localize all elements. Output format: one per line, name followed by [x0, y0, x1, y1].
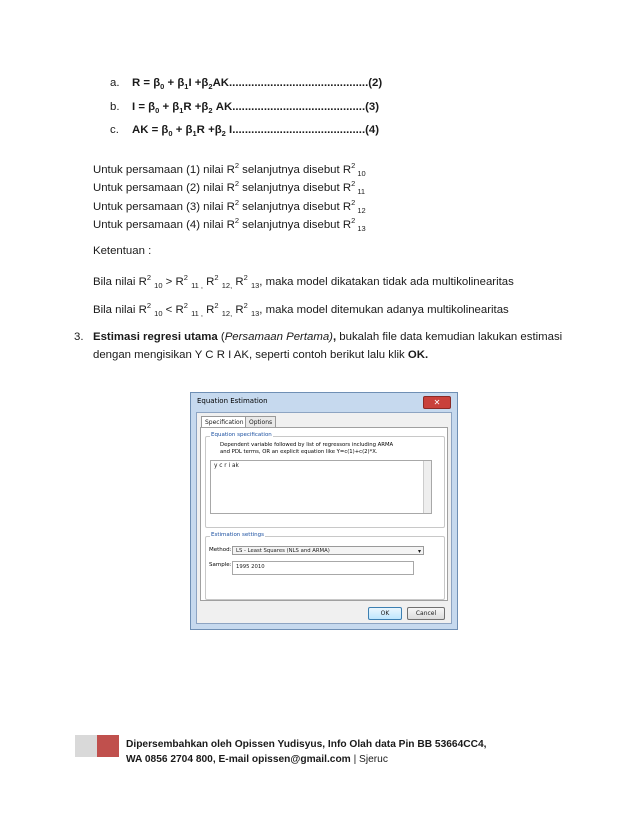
method-select[interactable]	[232, 546, 424, 555]
footer-line-1: Dipersembahkan oleh Opissen Yudisyus, Info Olah data Pin BB 53664CC4,	[126, 739, 487, 750]
equation-a: a. $R = \beta_0 + \beta_1I +\beta_2AK............................................(2)$	[110, 77, 383, 91]
r2-line-2: Untuk persamaan (2) nilai $R^2$ selanjutnya disebut $R^2$ $_{11}$	[93, 179, 366, 196]
equation-c: c. AK = $\beta_0 + \beta_1R +\beta_2$ I..........................................(4)	[110, 124, 380, 138]
sample-input[interactable]	[232, 561, 414, 575]
dialog-body	[196, 412, 452, 624]
equation-specification-label: Equation specification	[211, 432, 272, 438]
sample-value: 1995 2010	[236, 564, 265, 570]
footer-gray-block	[75, 735, 97, 757]
rule-2: Bila nilai $R^2$ $_{10} < R^2$ $_{11 ,}$ $R^2$ $_{12,}$ $R^2$ $_{13}$, maka model ditemukan adanya multikolinearitas	[93, 301, 509, 318]
method-value: LS - Least Squares (NLS and ARMA)	[236, 548, 330, 554]
sample-label: Sample:	[209, 562, 232, 568]
close-icon[interactable]: ✕	[423, 396, 451, 409]
dialog-title: Equation Estimation	[197, 397, 268, 405]
specification-panel	[200, 427, 448, 601]
equation-b: b. $I = \beta_0 + \beta_1R +\beta_2$ AK..........................................(3)	[110, 101, 380, 115]
equation-estimation-dialog	[190, 392, 458, 630]
equation-spec-value: y c r i ak	[214, 463, 239, 469]
rule-1: Bila nilai $R^2$ $_{10} > R^2$ $_{11 ,}$ $R^2$ $_{12,}$ $R^2$ $_{13}$, maka model dikatakan tidak ada multikolinearitas	[93, 273, 514, 290]
step-3-line-1: 3. Estimasi regresi utama (Persamaan Pertama), bukalah file data kemudian lakukan estimasi	[74, 331, 563, 343]
tab-options[interactable]: Options	[245, 416, 276, 428]
tab-specification[interactable]: Specification	[201, 416, 248, 428]
spec-description-1: Dependent variable followed by list of regressors including ARMA	[220, 442, 394, 448]
footer-line-2	[126, 753, 388, 766]
r2-line-1: Untuk persamaan (1) nilai $R^2$ selanjutnya disebut $R^2$ $_{10}$	[93, 161, 366, 178]
ok-button[interactable]: OK	[368, 607, 402, 620]
spec-description-2: and PDL terms, OR an explicit equation like Y=c(1)+c(2)*X.	[220, 449, 378, 455]
equation-specification-group	[205, 432, 445, 528]
scrollbar[interactable]	[423, 461, 431, 513]
estimation-settings-label: Estimation settings	[211, 532, 264, 538]
chevron-down-icon: ▾	[417, 548, 421, 555]
footer-suffix: | Sjeruc	[350, 754, 388, 765]
r2-line-4: Untuk persamaan (4) nilai $R^2$ selanjutnya disebut $R^2$ $_{13}$	[93, 216, 366, 233]
equation-spec-input[interactable]	[210, 460, 432, 514]
footer-contact: WA 0856 2704 800, E-mail opissen@gmail.com	[126, 754, 351, 765]
cancel-button[interactable]: Cancel	[407, 607, 445, 620]
ketentuan-heading: Ketentuan :	[93, 245, 152, 257]
step-3-line-2: dengan mengisikan Y C R I AK, seperti contoh berikut lalu klik OK.	[93, 349, 429, 361]
footer-red-block	[97, 735, 119, 757]
estimation-settings-group	[205, 532, 445, 600]
method-label: Method:	[209, 547, 232, 553]
r2-line-3: Untuk persamaan (3) nilai $R^2$ selanjutnya disebut $R^2$ $_{12}$	[93, 198, 366, 215]
